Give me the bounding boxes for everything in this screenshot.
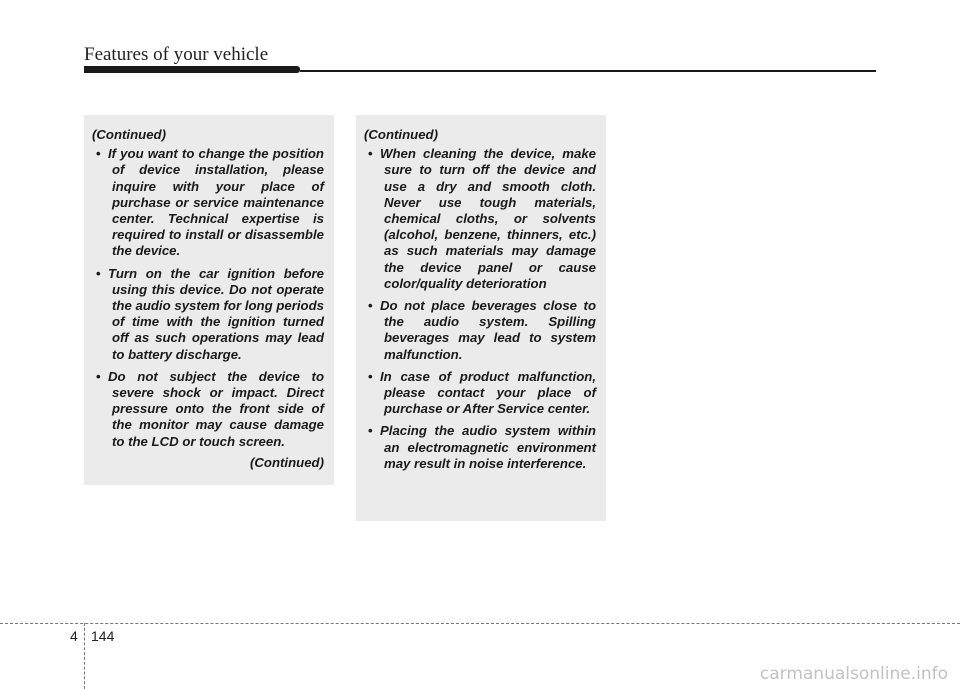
- list-item-text: Do not place beverages close to the audio system. Spilling beverages may lead to system malfunction.: [380, 298, 596, 362]
- list-item-text: In case of product malfunction, please contact your place of purchase or After Service center.: [380, 368, 596, 417]
- chapter-number: 4: [70, 628, 78, 644]
- bullet-icon: •: [368, 298, 373, 314]
- header-rule-thin: [300, 70, 876, 72]
- footer-rule: [0, 623, 960, 624]
- bullet-icon: •: [368, 423, 373, 439]
- bullet-icon: •: [96, 368, 101, 384]
- list-item-text: When cleaning the device, make sure to turn off the device and use a dry and smooth cloth. Never use tough materials, chemical cloths, or solvents (alcohol, benzene, thinners, etc.) as such materials may damage the device panel or cause color/quality deterioration: [380, 146, 596, 291]
- list-item: [92, 146, 324, 259]
- left-continued-bottom: (Continued): [250, 454, 324, 470]
- list-item: [92, 369, 324, 450]
- watermark-text: carmanualsonline.info: [759, 664, 948, 684]
- bullet-icon: •: [96, 146, 101, 162]
- footer-divider: [84, 623, 85, 689]
- list-item-text: Placing the audio system within an electromagnetic environment may result in noise interference.: [380, 423, 596, 471]
- list-item: [364, 146, 596, 292]
- right-bullet-list: [364, 146, 596, 472]
- header-rule-thick: [84, 66, 300, 73]
- bullet-icon: •: [368, 368, 373, 384]
- bullet-icon: •: [96, 265, 101, 281]
- page-number: 144: [91, 628, 115, 644]
- list-item: [364, 369, 596, 418]
- list-item-text: Turn on the car ignition before using this device. Do not operate the audio system for long periods of time with the ignition turned off as such operations may lead to battery discharge.: [108, 265, 324, 362]
- right-continued-top: (Continued): [364, 127, 438, 142]
- list-item: [364, 423, 596, 472]
- left-continued-top: (Continued): [92, 127, 166, 142]
- list-item: [92, 266, 324, 363]
- list-item: [364, 298, 596, 363]
- left-bullet-list: [92, 146, 324, 450]
- page-header-title: Features of your vehicle: [84, 44, 269, 65]
- right-caution-box: [356, 115, 606, 521]
- left-caution-box: [84, 115, 334, 485]
- bullet-icon: •: [368, 146, 373, 162]
- list-item-text: If you want to change the position of device installation, please inquire with your place of purchase or service maintenance center. Technical expertise is required to install or disassemble the device.: [108, 146, 324, 259]
- list-item-text: Do not subject the device to severe shock or impact. Direct pressure onto the front side of the monitor may cause damage to the LCD or touch screen.: [108, 368, 324, 449]
